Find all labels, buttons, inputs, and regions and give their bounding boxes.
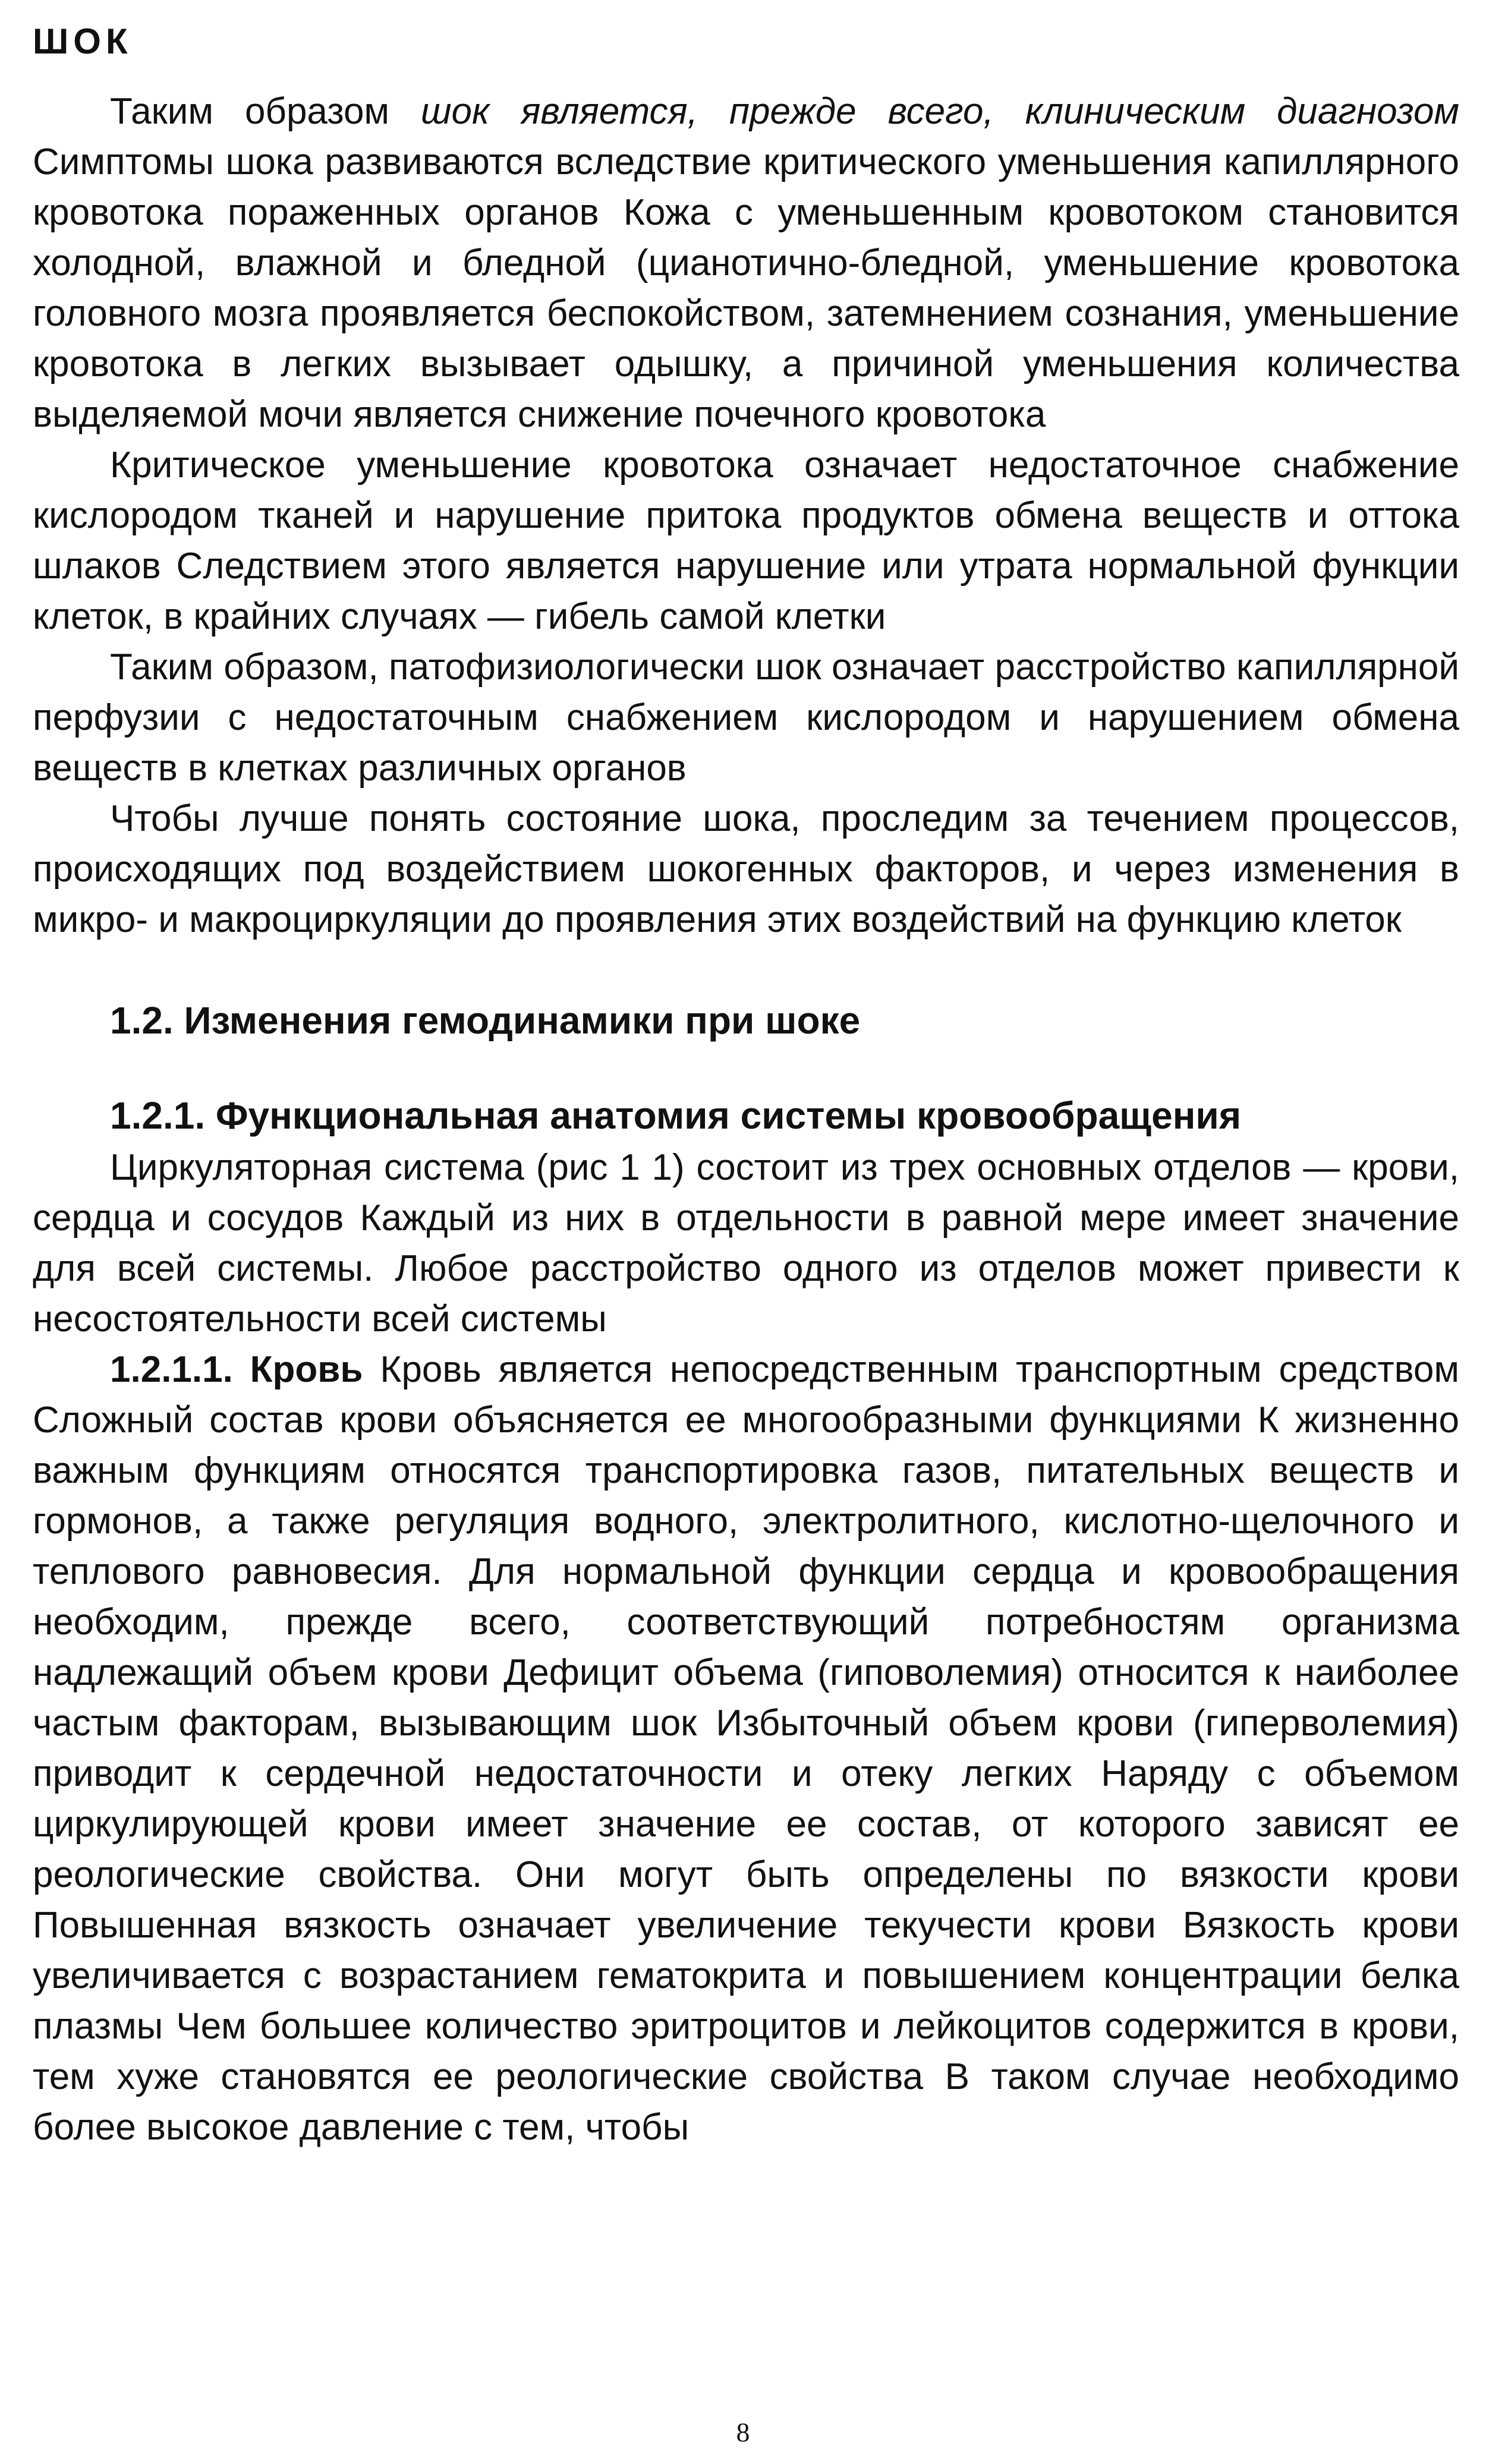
blood-subheading: 1.2.1.1. Кровь [110,1349,363,1390]
paragraph-lead-text: Таким образом [110,91,390,132]
paragraph-pathophysiology: Таким образом, патофизиологически шок означает расстройство капиллярной перфузии с недостаточным снабжением кислородом и нарушением обмена веществ в клетках различных органов [33,647,1459,789]
subsection-heading: 1.2.1. Функциональная анатомия системы кровообращения [110,1094,1242,1137]
blood-body-text: Кровь является непосредственным транспортным средством Сложный состав крови объясняется ее многообразными функциями К жизненно важным функциям относятся транспортировка газов, питательных веществ и гормонов, а также регуляция водного, электролитного, кислотно-щелочного и теплового равновесия. Для нормальной функции сердца и кровообращения необходим, прежде всего, соответствующий потребностям организма надлежащий объем крови Дефицит объема (гиповолемия) относится к наиболее частым факторам, вызывающим шок Избыточный объем крови (гиперволемия) приводит к сердечной недостаточности и отеку легких Наряду с объемом циркулирующей крови имеет значение ее состав, от которого зависят ее реологические свойства. Они могут быть определены по вязкости крови Повышенная вязкость означает увеличение текучести крови Вязкость крови увеличивается с возрастанием гематокрита и повышением концентрации белка плазмы Чем большее количество эритроцитов и лейкоцитов содержится в крови, тем хуже становятся ее реологические свойства В таком случае необходимо более высокое давление с тем, чтобы [33,1349,1459,2148]
page-number: 8 [736,2417,750,2447]
italic-definition: шок является, прежде всего, клиническим диагнозом [421,91,1459,132]
paragraph-body-text: Симптомы шока развиваются вследствие критического уменьшения капиллярного кровотока пораженных органов Кожа с уменьшенным кровотоком становится холодной, влажной и бледной (цианотично-бледной, уменьшение кровотока головного мозга проявляется беспокойством, затемнением сознания, уменьшение кровотока в легких вызывает одышку, а причиной уменьшения количества выделяемой мочи является снижение почечного кровотока [33,141,1459,435]
paragraph-critical-flow: Критическое уменьшение кровотока означает недостаточное снабжение кислородом тканей и нарушение притока продуктов обмена веществ и оттока шлаков Следствием этого является нарушение или утрата нормальной функции клеток, в крайних случаях — гибель самой клетки [33,445,1459,637]
paragraph-blood [33,1344,1459,2153]
paragraph-process-overview: Чтобы лучше понять состояние шока, проследим за течением процессов, происходящих под воздействием шокогенных факторов, и через изменения в микро- и макроциркуляции до проявления этих воздействий на функцию клеток [33,798,1459,940]
paragraph-shock-definition [33,86,1459,440]
document-page [33,21,1459,2437]
paragraph-circulatory-system: Циркуляторная система (рис 1 1) состоит из трех основных отделов — крови, сердца и сосудов Каждый из них в отдельности в равной мере имеет значение для всей системы. Любое расстройство одного из отделов может привести к несостоятельности всей системы [33,1147,1459,1340]
running-head: ШОК [33,21,133,61]
section-heading: 1.2. Изменения гемодинамики при шоке [110,999,861,1042]
